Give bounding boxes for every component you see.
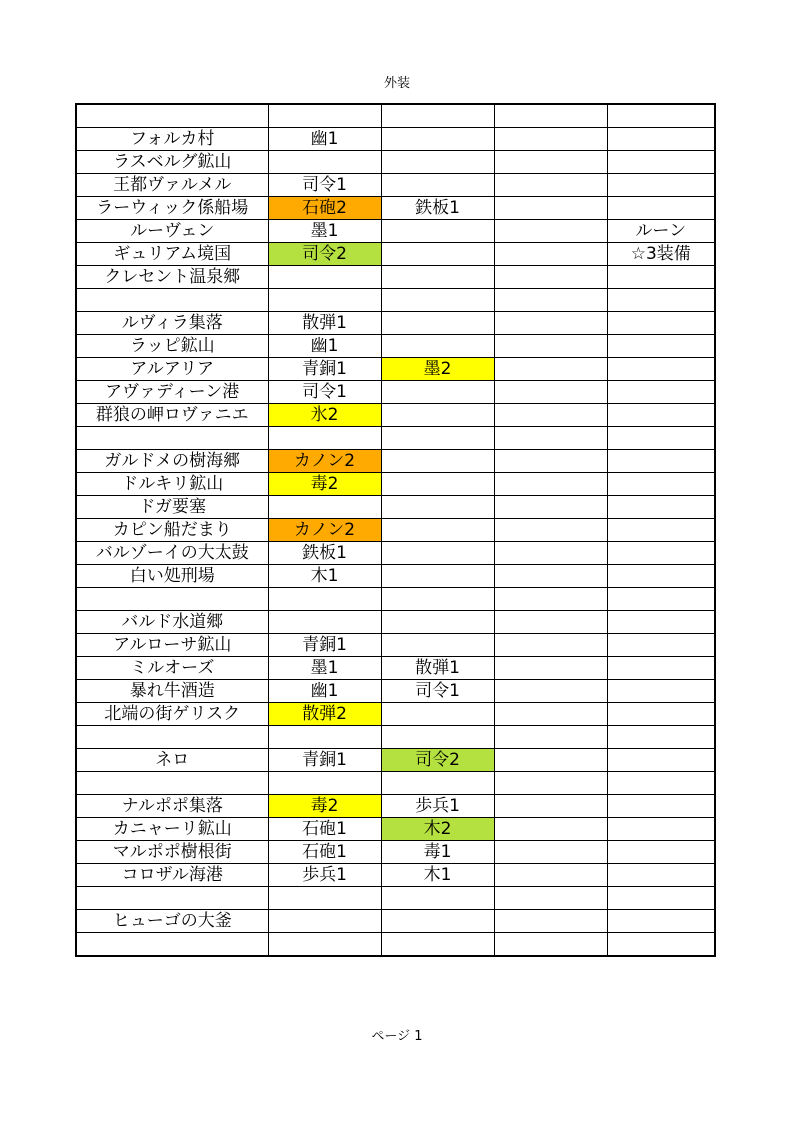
material-cell[interactable]: カノン2 (268, 450, 381, 473)
table-row (76, 933, 715, 957)
material-cell[interactable] (494, 933, 607, 957)
table-row (76, 381, 715, 404)
material-cell[interactable]: 毒2 (268, 795, 381, 818)
material-cell[interactable] (381, 588, 494, 611)
material-cell[interactable] (381, 542, 494, 565)
material-cell[interactable]: 青銅1 (268, 358, 381, 381)
location-cell[interactable]: アヴァディーン港 (76, 381, 268, 404)
material-cell[interactable] (494, 197, 607, 220)
material-cell[interactable] (268, 611, 381, 634)
location-cell[interactable] (76, 887, 268, 910)
material-cell[interactable]: 幽1 (268, 335, 381, 358)
material-cell[interactable] (494, 358, 607, 381)
material-cell[interactable] (268, 289, 381, 312)
table-row (76, 887, 715, 910)
material-cell[interactable] (494, 450, 607, 473)
table-row (76, 427, 715, 450)
location-cell[interactable]: 暴れ牛酒造 (76, 680, 268, 703)
material-cell[interactable] (268, 910, 381, 933)
material-cell[interactable] (607, 703, 715, 726)
material-cell[interactable]: 司令1 (268, 174, 381, 197)
material-cell[interactable]: ルーン (607, 220, 715, 243)
table-row (76, 611, 715, 634)
material-cell[interactable] (494, 312, 607, 335)
material-cell[interactable]: 墨1 (268, 657, 381, 680)
table-row (76, 818, 715, 841)
table-row (76, 680, 715, 703)
table-body (76, 104, 715, 956)
material-cell[interactable]: 散弾1 (268, 312, 381, 335)
material-cell[interactable] (381, 404, 494, 427)
location-cell[interactable]: フォルカ村 (76, 128, 268, 151)
location-cell[interactable]: マルポポ樹根街 (76, 841, 268, 864)
material-cell[interactable]: 毒2 (268, 473, 381, 496)
location-cell[interactable] (76, 588, 268, 611)
material-cell[interactable] (494, 887, 607, 910)
material-cell[interactable] (607, 588, 715, 611)
material-cell[interactable] (494, 427, 607, 450)
material-cell[interactable] (494, 220, 607, 243)
location-cell[interactable]: クレセント温泉郷 (76, 266, 268, 289)
material-cell[interactable] (607, 151, 715, 174)
table-row (76, 266, 715, 289)
material-cell[interactable] (494, 588, 607, 611)
material-cell[interactable] (494, 266, 607, 289)
material-cell[interactable] (381, 887, 494, 910)
table-row (76, 450, 715, 473)
material-cell[interactable] (494, 726, 607, 749)
location-cell[interactable]: ヒューゴの大釜 (76, 910, 268, 933)
material-cell[interactable]: 毒1 (381, 841, 494, 864)
table-row (76, 220, 715, 243)
table-row (76, 496, 715, 519)
material-cell[interactable] (494, 404, 607, 427)
material-cell[interactable]: 氷2 (268, 404, 381, 427)
material-cell[interactable] (381, 450, 494, 473)
material-cell[interactable] (607, 933, 715, 957)
material-cell[interactable]: 墨1 (268, 220, 381, 243)
material-cell[interactable]: 司令2 (381, 749, 494, 772)
material-cell[interactable] (607, 104, 715, 128)
material-cell[interactable] (268, 726, 381, 749)
material-cell[interactable] (607, 312, 715, 335)
material-cell[interactable] (607, 128, 715, 151)
material-cell[interactable] (607, 841, 715, 864)
material-cell[interactable] (494, 496, 607, 519)
material-cell[interactable] (268, 266, 381, 289)
material-cell[interactable] (494, 243, 607, 266)
location-cell[interactable] (76, 726, 268, 749)
table-row (76, 542, 715, 565)
material-cell[interactable] (494, 151, 607, 174)
material-cell[interactable] (381, 565, 494, 588)
material-cell[interactable] (607, 450, 715, 473)
material-cell[interactable]: 歩兵1 (381, 795, 494, 818)
material-cell[interactable] (494, 795, 607, 818)
spreadsheet-table (75, 103, 716, 957)
material-cell[interactable] (607, 680, 715, 703)
material-cell[interactable] (607, 542, 715, 565)
material-cell[interactable] (607, 565, 715, 588)
material-cell[interactable] (268, 496, 381, 519)
material-cell[interactable]: 鉄板1 (381, 197, 494, 220)
material-cell[interactable] (381, 289, 494, 312)
table-row (76, 519, 715, 542)
material-cell[interactable] (494, 128, 607, 151)
location-cell[interactable] (76, 772, 268, 795)
material-cell[interactable] (494, 864, 607, 887)
material-cell[interactable] (607, 381, 715, 404)
table-row (76, 657, 715, 680)
material-cell[interactable] (381, 104, 494, 128)
location-cell[interactable] (76, 427, 268, 450)
material-cell[interactable] (494, 749, 607, 772)
location-cell[interactable]: 白い処刑場 (76, 565, 268, 588)
material-cell[interactable]: 歩兵1 (268, 864, 381, 887)
material-cell[interactable]: 青銅1 (268, 749, 381, 772)
material-cell[interactable] (494, 542, 607, 565)
location-cell[interactable]: カニャーリ鉱山 (76, 818, 268, 841)
material-cell[interactable] (607, 795, 715, 818)
material-cell[interactable]: 墨2 (381, 358, 494, 381)
location-cell[interactable]: ラッピ鉱山 (76, 335, 268, 358)
table-row (76, 841, 715, 864)
table-row (76, 174, 715, 197)
location-cell[interactable]: ガルドメの樹海郷 (76, 450, 268, 473)
material-cell[interactable] (381, 473, 494, 496)
location-cell[interactable]: アルアリア (76, 358, 268, 381)
table-row (76, 197, 715, 220)
material-cell[interactable] (381, 634, 494, 657)
location-cell[interactable]: 群狼の岬ロヴァニエ (76, 404, 268, 427)
material-cell[interactable]: 散弾2 (268, 703, 381, 726)
material-cell[interactable] (607, 772, 715, 795)
material-cell[interactable] (494, 104, 607, 128)
table-row (76, 565, 715, 588)
material-cell[interactable]: 木1 (381, 864, 494, 887)
material-cell[interactable]: カノン2 (268, 519, 381, 542)
material-cell[interactable] (607, 519, 715, 542)
table-row (76, 128, 715, 151)
material-cell[interactable]: 司令1 (268, 381, 381, 404)
table-row (76, 243, 715, 266)
material-cell[interactable] (381, 151, 494, 174)
location-cell[interactable] (76, 933, 268, 957)
material-cell[interactable] (607, 864, 715, 887)
location-cell[interactable]: 王都ヴァルメル (76, 174, 268, 197)
location-cell[interactable]: カピン船だまり (76, 519, 268, 542)
material-cell[interactable] (607, 174, 715, 197)
material-cell[interactable] (494, 703, 607, 726)
material-cell[interactable] (494, 657, 607, 680)
material-cell[interactable] (381, 128, 494, 151)
material-cell[interactable] (607, 427, 715, 450)
table-row (76, 864, 715, 887)
location-cell[interactable]: コロザル海港 (76, 864, 268, 887)
material-cell[interactable] (268, 887, 381, 910)
page-title: 外装 (383, 76, 410, 91)
table-row (76, 703, 715, 726)
material-cell[interactable]: 司令1 (381, 680, 494, 703)
material-cell[interactable] (381, 519, 494, 542)
material-cell[interactable]: 石砲2 (268, 197, 381, 220)
material-cell[interactable] (607, 657, 715, 680)
table-row (76, 634, 715, 657)
material-cell[interactable] (494, 519, 607, 542)
material-cell[interactable] (381, 496, 494, 519)
material-cell[interactable] (607, 496, 715, 519)
material-cell[interactable] (268, 772, 381, 795)
location-cell[interactable]: ラスベルグ鉱山 (76, 151, 268, 174)
material-cell[interactable] (268, 151, 381, 174)
material-cell[interactable] (494, 565, 607, 588)
table-row (76, 312, 715, 335)
material-cell[interactable]: 青銅1 (268, 634, 381, 657)
location-cell[interactable]: ドルキリ鉱山 (76, 473, 268, 496)
material-cell[interactable]: 木1 (268, 565, 381, 588)
material-cell[interactable] (381, 910, 494, 933)
location-cell[interactable] (76, 104, 268, 128)
material-cell[interactable] (268, 588, 381, 611)
material-cell[interactable] (494, 381, 607, 404)
material-cell[interactable] (607, 289, 715, 312)
table-row (76, 726, 715, 749)
table-row (76, 749, 715, 772)
location-cell[interactable]: ミルオーズ (76, 657, 268, 680)
material-cell[interactable] (268, 427, 381, 450)
table-row (76, 404, 715, 427)
location-cell[interactable]: アルローサ鉱山 (76, 634, 268, 657)
material-cell[interactable] (381, 220, 494, 243)
material-cell[interactable] (607, 335, 715, 358)
location-cell[interactable]: ネロ (76, 749, 268, 772)
material-cell[interactable] (381, 611, 494, 634)
location-cell[interactable] (76, 289, 268, 312)
material-cell[interactable] (381, 933, 494, 957)
material-cell[interactable] (381, 726, 494, 749)
table-row (76, 910, 715, 933)
material-cell[interactable]: 幽1 (268, 680, 381, 703)
location-cell[interactable]: 北端の街ゲリスク (76, 703, 268, 726)
material-cell[interactable] (607, 887, 715, 910)
location-cell[interactable]: ギュリアム境国 (76, 243, 268, 266)
table-row (76, 335, 715, 358)
material-cell[interactable] (494, 289, 607, 312)
material-cell[interactable] (494, 818, 607, 841)
material-cell[interactable] (381, 772, 494, 795)
location-cell[interactable]: バルゾーイの大太鼓 (76, 542, 268, 565)
material-cell[interactable] (494, 473, 607, 496)
material-cell[interactable]: 木2 (381, 818, 494, 841)
table-row (76, 289, 715, 312)
material-cell[interactable]: 散弾1 (381, 657, 494, 680)
location-cell[interactable]: バルド水道郷 (76, 611, 268, 634)
location-cell[interactable]: ルヴィラ集落 (76, 312, 268, 335)
location-cell[interactable]: ナルポポ集落 (76, 795, 268, 818)
page-footer: ページ 1 (371, 1029, 423, 1044)
material-cell[interactable] (607, 473, 715, 496)
material-cell[interactable] (607, 611, 715, 634)
table-row (76, 473, 715, 496)
material-cell[interactable] (494, 335, 607, 358)
material-cell[interactable] (607, 818, 715, 841)
material-cell[interactable] (607, 910, 715, 933)
material-cell[interactable] (607, 726, 715, 749)
material-cell[interactable] (381, 335, 494, 358)
material-cell[interactable] (494, 910, 607, 933)
material-cell[interactable]: 石砲1 (268, 841, 381, 864)
material-cell[interactable] (607, 266, 715, 289)
material-cell[interactable] (607, 197, 715, 220)
material-cell[interactable]: 鉄板1 (268, 542, 381, 565)
material-cell[interactable] (494, 841, 607, 864)
material-cell[interactable]: 司令2 (268, 243, 381, 266)
location-cell[interactable]: ドガ要塞 (76, 496, 268, 519)
material-cell[interactable] (381, 266, 494, 289)
material-cell[interactable] (607, 749, 715, 772)
table-row (76, 358, 715, 381)
material-cell[interactable] (494, 174, 607, 197)
material-cell[interactable] (381, 312, 494, 335)
table-row (76, 795, 715, 818)
material-cell[interactable] (381, 381, 494, 404)
material-cell[interactable] (381, 174, 494, 197)
material-cell[interactable] (381, 243, 494, 266)
material-cell[interactable] (494, 634, 607, 657)
material-cell[interactable]: 幽1 (268, 128, 381, 151)
table-row (76, 772, 715, 795)
table-row (76, 588, 715, 611)
material-cell[interactable] (494, 772, 607, 795)
material-cell[interactable] (607, 358, 715, 381)
location-cell[interactable]: ラーウィック係船場 (76, 197, 268, 220)
material-cell[interactable]: 石砲1 (268, 818, 381, 841)
material-cell[interactable] (381, 703, 494, 726)
material-cell[interactable] (268, 933, 381, 957)
table-row (76, 104, 715, 128)
location-cell[interactable]: ルーヴェン (76, 220, 268, 243)
material-cell[interactable] (381, 427, 494, 450)
material-cell[interactable] (607, 404, 715, 427)
material-cell[interactable]: ☆3装備 (607, 243, 715, 266)
table-row (76, 151, 715, 174)
material-cell[interactable] (268, 104, 381, 128)
material-cell[interactable] (494, 611, 607, 634)
material-cell[interactable] (494, 680, 607, 703)
material-cell[interactable] (607, 634, 715, 657)
